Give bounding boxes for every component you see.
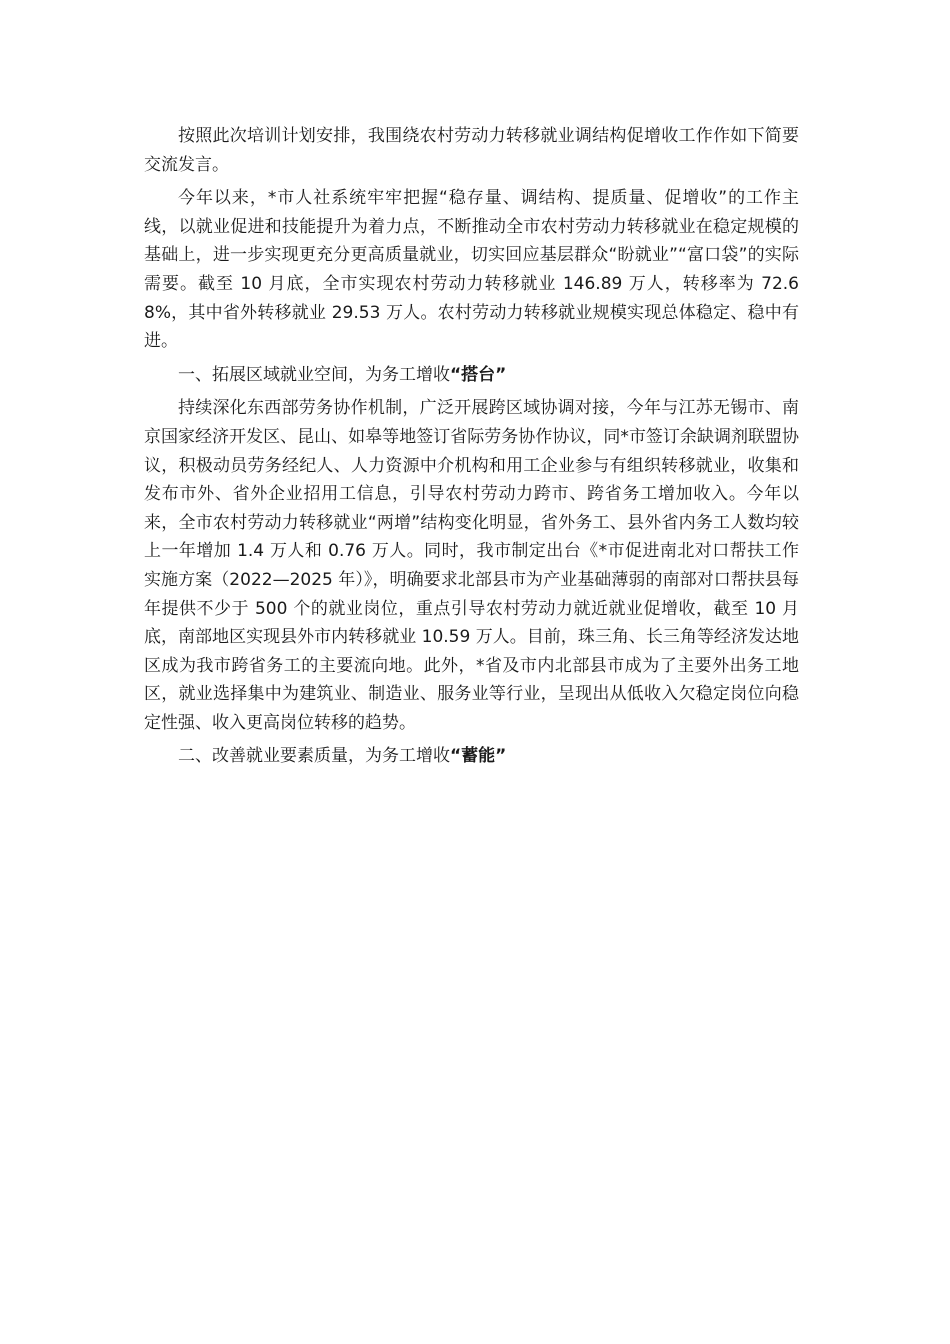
document-body xyxy=(144,122,799,776)
section-heading-1 xyxy=(144,361,799,390)
section-heading-2 xyxy=(144,742,799,771)
overview-paragraph: 今年以来，*市人社系统牢牢把握“稳存量、调结构、提质量、促增收”的工作主线，以就业促进和技能提升为着力点，不断推动全市农村劳动力转移就业在稳定规模的基础上，进一步实现更充分更高质量就业，切实回应基层群众“盼就业”“富口袋”的实际需要。截至 10 月底，全市实现农村劳动力转移就业 146.89 万人，转移率为 72.68%，其中省外转移就业 29.53 万人。农村劳动力转移就业规模实现总体稳定、稳中有进。 xyxy=(144,188,799,352)
section-heading-1-quote: “搭台” xyxy=(450,364,507,385)
section-heading-2-quote: “蓄能” xyxy=(450,746,507,767)
section-heading-1-text: 一、拓展区域就业空间，为务工增收 xyxy=(178,364,450,385)
intro-paragraph: 按照此次培训计划安排，我围绕农村劳动力转移就业调结构促增收工作作如下简要交流发言。 xyxy=(144,126,799,175)
section-heading-2-text: 二、改善就业要素质量，为务工增收 xyxy=(178,746,450,767)
section-1-paragraph: 持续深化东西部劳务协作机制，广泛开展跨区域协调对接，今年与江苏无锡市、南京国家经济开发区、昆山、如皋等地签订省际劳务协作协议，同*市签订余缺调剂联盟协议，积极动员劳务经纪人、人力资源中介机构和用工企业参与有组织转移就业，收集和发布市外、省外企业招用工信息，引导农村劳动力跨市、跨省务工增加收入。今年以来，全市农村劳动力转移就业“两增”结构变化明显，省外务工、县外省内务工人数均较上一年增加 1.4 万人和 0.76 万人。同时，我市制定出台《*市促进南北对口帮扶工作实施方案（2022—2025 年）》，明确要求北部县市为产业基础薄弱的南部对口帮扶县每年提供不少于 500 个的就业岗位，重点引导农村劳动力就近就业促增收，截至 10 月底，南部地区实现县外市内转移就业 10.59 万人。目前，珠三角、长三角等经济发达地区成为我市跨省务工的主要流向地。此外，*省及市内北部县市成为了主要外出务工地区，就业选择集中为建筑业、制造业、服务业等行业，呈现出从低收入欠稳定岗位向稳定性强、收入更高岗位转移的趋势。 xyxy=(144,398,799,733)
